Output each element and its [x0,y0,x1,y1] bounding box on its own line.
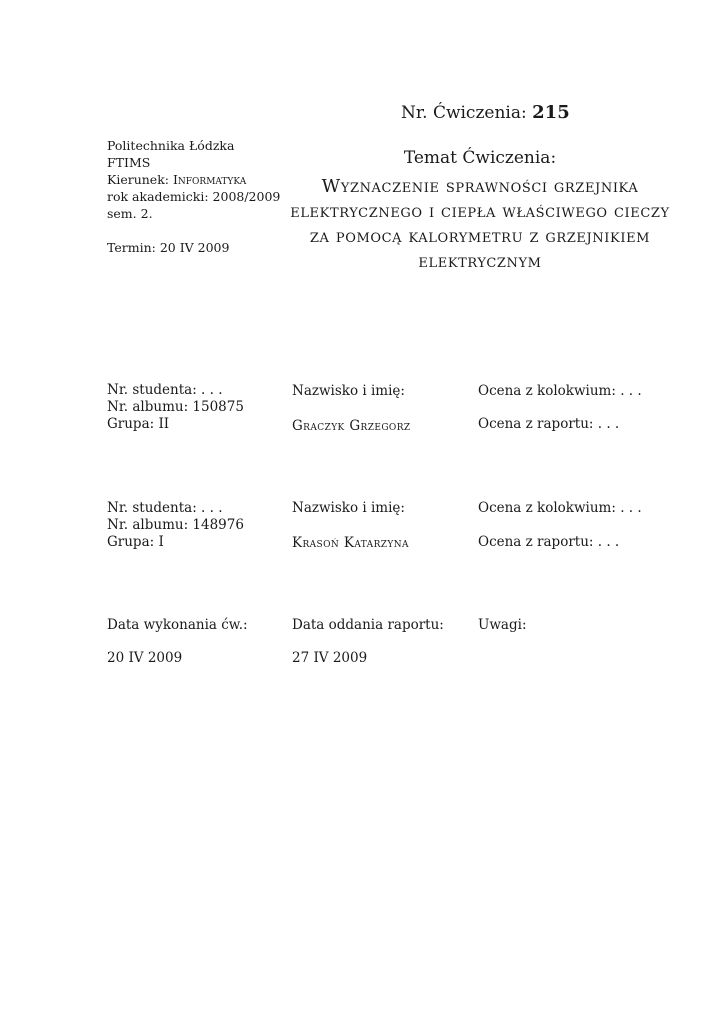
group: Grupa: I [107,534,164,550]
student-2-name-label: Nazwisko i imię: [292,500,405,516]
remarks-label: Uwagi: [478,617,527,633]
field-label: Kierunek: [107,172,169,187]
topic-title: Wyznaczenie sprawności grzejnika elektrycznego i ciepła właściwego cieczy za pomocą kalorymetru z grzejnikiem elektrycznym [290,176,670,272]
submitted-date: 27 IV 2009 [292,650,368,666]
field-value: Informatyka [172,172,247,187]
term: Termin: 20 IV 2009 [107,240,230,255]
student-1-name: Graczyk Grzegorz [292,418,411,434]
student-2-colloquium-grade: Ocena z kolokwium: . . . [478,500,642,516]
student-2-report-grade: Ocena z raportu: . . . [478,534,620,550]
exercise-number-label: Nr. Ćwiczenia: [401,103,527,123]
student-1-colloquium-grade: Ocena z kolokwium: . . . [478,383,642,399]
student-2-info [107,500,244,551]
group: Grupa: II [107,416,170,432]
student-1-report-grade: Ocena z raportu: . . . [478,416,620,432]
university-name: Politechnika Łódzka [107,138,235,153]
student-1-name-label: Nazwisko i imię: [292,383,405,399]
university-block [107,137,280,256]
faculty: FTIMS [107,155,151,170]
field-of-study [107,171,280,188]
exercise-number-value: 215 [532,102,570,123]
semester: sem. 2. [107,206,153,221]
exercise-number [401,102,570,123]
topic-label: Temat Ćwiczenia: [403,148,557,168]
student-1-info [107,382,244,433]
student-2-name: Krasoń Katarzyna [292,535,409,551]
academic-year: rok akademicki: 2008/2009 [107,189,281,204]
performed-date-label: Data wykonania ćw.: [107,617,248,633]
submitted-date-label: Data oddania raportu: [292,617,444,633]
student-number: Nr. studenta: . . . [107,382,223,398]
performed-date: 20 IV 2009 [107,650,183,666]
album-number: Nr. albumu: 150875 [107,399,244,415]
student-number: Nr. studenta: . . . [107,500,223,516]
album-number: Nr. albumu: 148976 [107,517,244,533]
